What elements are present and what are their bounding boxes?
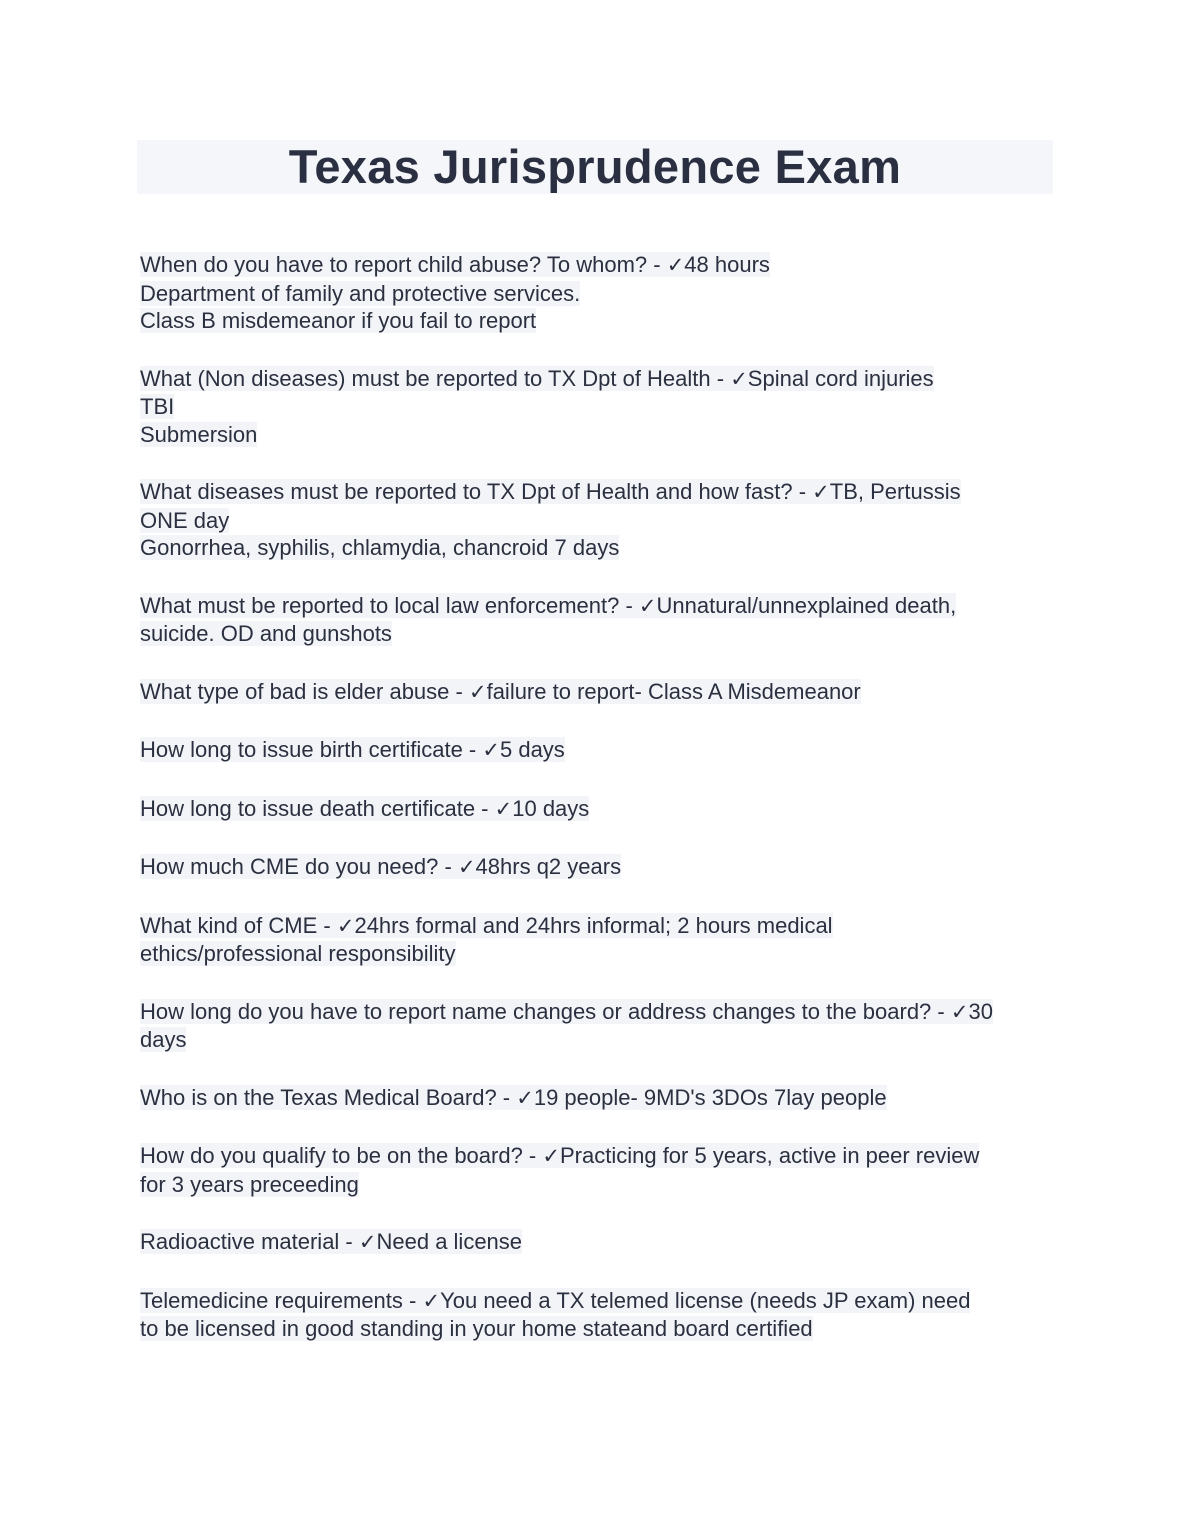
question-text: What must be reported to local law enforcement? - (140, 592, 639, 618)
qa-highlight (140, 796, 589, 821)
title-band (137, 140, 1053, 194)
checkmark-icon: ✓ (358, 1230, 377, 1254)
answer-text: You need a TX telemed license (needs JP exam) need (440, 1287, 971, 1313)
qa-highlight (140, 252, 770, 277)
checkmark-icon: ✓ (457, 855, 476, 879)
answer-text: TB, Pertussis (829, 479, 961, 504)
answer-continuation-text: Gonorrhea, syphilis, chlamydia, chancroid 7 days (140, 535, 620, 560)
qa-first-line (140, 365, 1050, 394)
question-text: Radioactive material - (140, 1229, 359, 1254)
checkmark-icon: ✓ (950, 999, 969, 1024)
qa-first-line (140, 795, 1050, 824)
qa-item (140, 1228, 1050, 1257)
page-title: Texas Jurisprudence Exam (288, 140, 902, 193)
qa-first-line (140, 1084, 1050, 1113)
answer-continuation (140, 280, 1050, 308)
checkmark-icon: ✓ (516, 1085, 534, 1110)
question-text: What (Non diseases) must be reported to TX Dpt of Health - (140, 365, 731, 391)
qa-highlight (140, 593, 956, 618)
question-text: How long to issue birth certificate - (140, 737, 483, 762)
answer-continuation (140, 507, 1050, 535)
answer-text: Unnatural/unnexplained death, (656, 592, 957, 618)
question-text: What type of bad is elder abuse - (140, 678, 469, 704)
checkmark-icon: ✓ (542, 1144, 560, 1168)
qa-highlight (140, 1288, 970, 1313)
answer-text: 19 people- 9MD's 3DOs 7lay people (533, 1084, 887, 1110)
qa-first-line (140, 678, 1050, 707)
answer-text: Spinal cord injuries (747, 365, 934, 391)
qa-highlight (140, 999, 993, 1024)
answer-text: 30 (968, 998, 993, 1024)
qa-item (140, 853, 1050, 882)
checkmark-icon: ✓ (638, 593, 657, 618)
qa-item (140, 592, 1050, 648)
checkmark-icon: ✓ (482, 738, 500, 762)
answer-continuation (140, 393, 1050, 421)
answer-continuation-text: ethics/professional responsibility (140, 941, 456, 966)
answer-continuation-text: Submersion (140, 421, 258, 447)
qa-first-line (140, 592, 1050, 621)
answer-text: Practicing for 5 years, active in peer review (559, 1143, 980, 1168)
answer-continuation-text: ONE day (140, 507, 230, 533)
qa-highlight (140, 366, 934, 391)
answer-text: 48 hours (684, 252, 770, 277)
answer-text: 10 days (512, 795, 590, 821)
qa-item (140, 912, 1050, 968)
question-text: How long to issue death certificate - (140, 795, 495, 821)
qa-item (140, 736, 1050, 765)
qa-first-line (140, 1228, 1050, 1257)
checkmark-icon: ✓ (422, 1288, 441, 1313)
answer-continuation (140, 534, 1050, 562)
checkmark-icon: ✓ (812, 480, 830, 504)
qa-item (140, 365, 1050, 449)
checkmark-icon: ✓ (730, 366, 748, 391)
qa-highlight (140, 1143, 979, 1168)
checkmark-icon: ✓ (336, 913, 355, 938)
qa-highlight (140, 854, 621, 879)
qa-list (140, 251, 1050, 1343)
answer-continuation (140, 940, 1050, 968)
question-text: How long do you have to report name changes or address changes to the board? - (140, 998, 951, 1024)
qa-item (140, 1084, 1050, 1113)
qa-highlight (140, 479, 961, 504)
checkmark-icon: ✓ (468, 679, 487, 704)
checkmark-icon: ✓ (494, 796, 513, 821)
qa-first-line (140, 736, 1050, 765)
checkmark-icon: ✓ (666, 253, 685, 277)
qa-item (140, 1142, 1050, 1198)
qa-highlight (140, 1229, 522, 1254)
qa-item (140, 478, 1050, 562)
answer-continuation (140, 1315, 1050, 1343)
answer-continuation-text: days (140, 1027, 187, 1052)
answer-text: 24hrs formal and 24hrs informal; 2 hours medical (354, 912, 833, 938)
qa-item (140, 795, 1050, 824)
question-text: How do you qualify to be on the board? - (140, 1143, 543, 1168)
answer-continuation-text: suicide. OD and gunshots (140, 621, 392, 646)
qa-highlight (140, 1085, 887, 1110)
answer-continuation-text: to be licensed in good standing in your home stateand board certified (140, 1316, 813, 1341)
answer-continuation-text: Department of family and protective services. (140, 280, 581, 306)
qa-first-line (140, 1142, 1050, 1171)
answer-continuation-text: TBI (140, 394, 175, 419)
answer-text: 48hrs q2 years (475, 854, 622, 879)
qa-first-line (140, 1287, 1050, 1316)
answer-text: failure to report- Class A Misdemeanor (486, 678, 861, 704)
qa-first-line (140, 912, 1050, 941)
qa-item (140, 1287, 1050, 1343)
qa-first-line (140, 478, 1050, 507)
qa-item (140, 678, 1050, 707)
qa-item (140, 251, 1050, 335)
qa-first-line (140, 853, 1050, 882)
question-text: Who is on the Texas Medical Board? - (140, 1084, 517, 1110)
question-text: What kind of CME - (140, 912, 337, 938)
answer-text: Need a license (376, 1229, 523, 1254)
question-text: When do you have to report child abuse? To whom? - (140, 252, 667, 277)
answer-continuation (140, 1026, 1050, 1054)
qa-highlight (140, 679, 861, 704)
answer-continuation (140, 307, 1050, 335)
qa-highlight (140, 913, 833, 938)
question-text: What diseases must be reported to TX Dpt of Health and how fast? - (140, 479, 813, 504)
qa-item (140, 998, 1050, 1054)
answer-continuation (140, 620, 1050, 648)
question-text: How much CME do you need? - (140, 854, 458, 879)
qa-highlight (140, 737, 565, 762)
answer-continuation (140, 421, 1050, 449)
answer-continuation (140, 1171, 1050, 1199)
qa-first-line (140, 251, 1050, 280)
answer-continuation-text: Class B misdemeanor if you fail to report (140, 308, 537, 333)
qa-first-line (140, 998, 1050, 1027)
answer-text: 5 days (499, 737, 565, 762)
question-text: Telemedicine requirements - (140, 1287, 423, 1313)
answer-continuation-text: for 3 years preceeding (140, 1171, 359, 1197)
